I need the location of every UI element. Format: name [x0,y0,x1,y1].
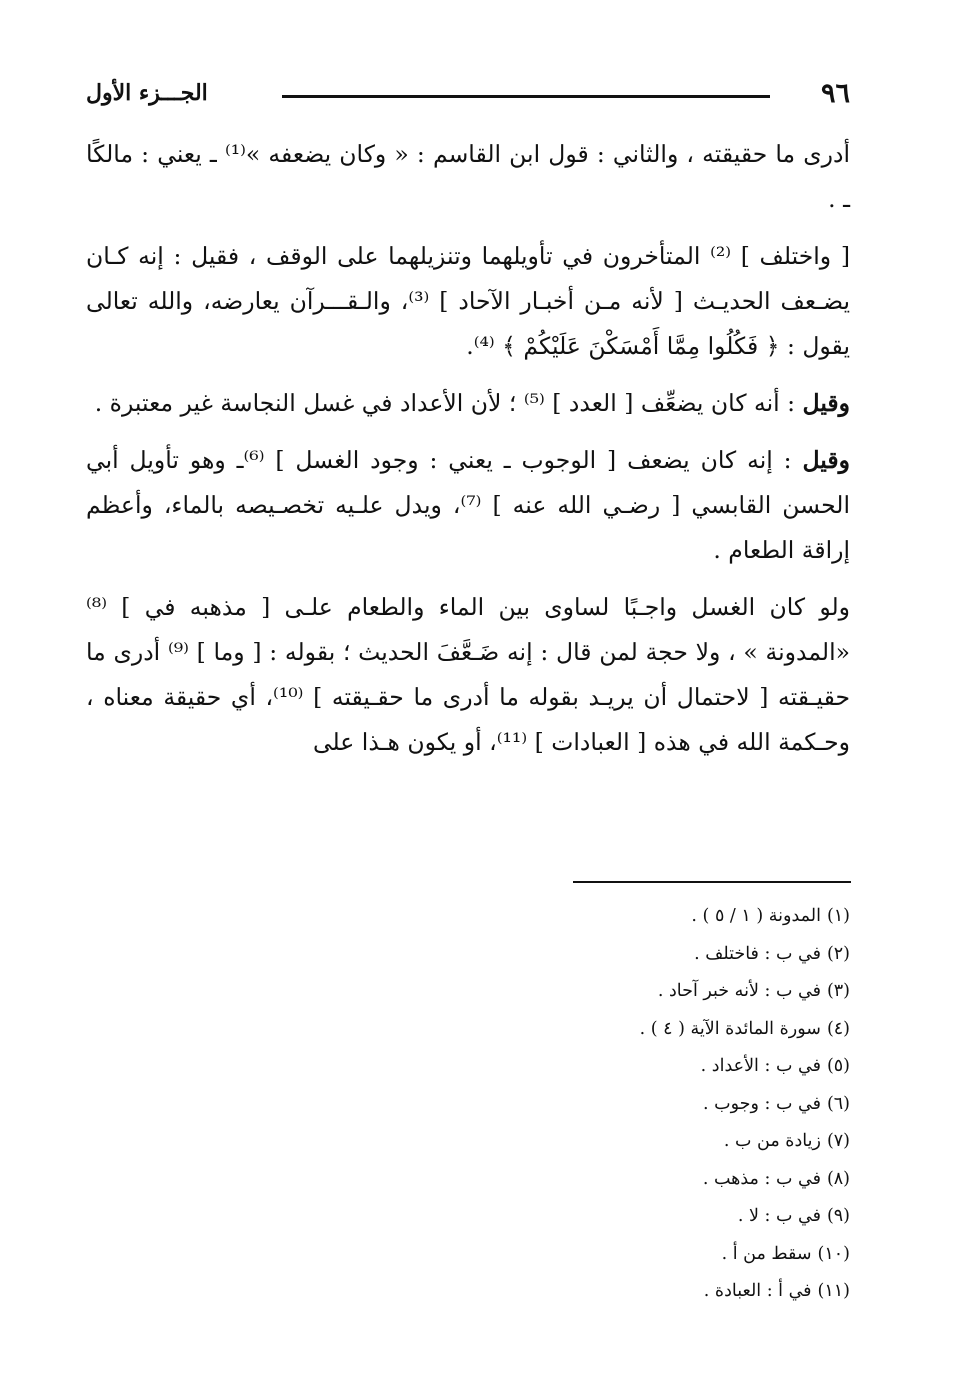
footnote-text: في أ : العبادة . [703,1281,812,1301]
page-number: ٩٦ [820,78,850,109]
footnote-marker: (٥) [826,1056,850,1076]
footnote-item [210,1086,850,1124]
paragraph-5 [86,585,850,765]
footnote-separator [573,881,851,883]
footnotes-list [210,898,850,1311]
footnote-marker: (٩) [826,1206,850,1226]
paragraph-text: أدرى ما حقيقته ، والثاني : قول ابن القاسم : « وكان يضعفه »⁽¹⁾ ـ يعني : مالكًا ـ . [86,140,850,213]
footnote-item [210,1161,850,1199]
footnote-text: المدونة ( ١ / ٥ ) . [691,906,821,926]
paragraph-1 [86,132,850,222]
footnote-item [210,973,850,1011]
footnote-text: زيادة من ب . [723,1131,821,1151]
footnote-item [210,1273,850,1311]
main-text [86,132,850,777]
footnote-item [210,1123,850,1161]
footnote-item [210,936,850,974]
footnote-marker: (١١) [817,1281,850,1301]
paragraph-text: : أنه كان يضعِّف [ العدد ] ⁽⁵⁾ ؛ لأن الأعداد في غسل النجاسة غير معتبرة . [94,389,796,417]
volume-title: الجـــزء الأول [86,80,208,106]
paragraph-2 [86,234,850,369]
footnote-text: سورة المائدة الآية ( ٤ ) . [639,1018,821,1039]
footnote-text: في ب : لا . [737,1206,821,1226]
footnote-text: سقط من أ . [721,1243,812,1264]
footnote-marker: (٤) [826,1018,850,1039]
footnote-text: في ب : الأعداد . [700,1056,821,1076]
paragraph-4 [86,438,850,573]
paragraph-3 [86,381,850,426]
page-header [86,78,850,114]
footnote-marker: (١٠) [817,1243,850,1264]
paragraph-text: [ واختلف ] ⁽²⁾ المتأخرون في تأويلهما وتنزيلهما على الوقف ، فقيل : إنه كـان يضـعف الحديـث [ لأنه مـن أخبـار الآحاد ] ⁽³⁾، والـقـــرآن يعارضه، والله تعالى يقول : ﴿ فَكُلُوا مِمَّا أَمْسَكْنَ عَلَيْكُمْ ﴾ ⁽⁴⁾. [86,242,850,360]
footnote-marker: (٢) [826,943,850,964]
footnote-text: في ب : مذهب . [702,1168,821,1189]
paragraph-text: ولو كان الغسل واجـبًا لساوى بين الماء والطعام علـى [ مذهبه في ] ⁽⁸⁾ «المدونة » ، ولا حجة لمن قال : إنه ضَـعَّفَ الحديث ؛ بقوله : [ وما ] ⁽⁹⁾ أدرى ما حقيـقته [ لاحتمال أن يريـد بقوله ما أدرى ما حقـيقته ] ⁽¹⁰⁾، أي حقيقة معناه ، وحـكمة الله في هذه [ العبادات ] ⁽¹¹⁾، أو يكون هـذا على [86,593,850,756]
header-rule [282,95,770,98]
footnote-marker: (٣) [826,981,850,1001]
footnote-text: في ب : فاختلف . [694,943,821,964]
footnote-text: في ب : لأنه خبر آحاد . [657,981,821,1001]
footnote-item [210,1048,850,1086]
footnote-text: في ب : وجوب . [703,1093,821,1114]
footnote-marker: (٨) [826,1168,850,1189]
footnote-item [210,1236,850,1274]
paragraph-text: : إنه كان يضعف [ الوجوب ـ يعني : وجود الغسل ] ⁽⁶⁾ـ وهو تأويل أبي الحسن القابسي [ رضـي الله عنه ] ⁽⁷⁾، ويدل علـيه تخصـيصه بالماء، وأعظم إراقة الطعام . [86,446,850,564]
paragraph-lead-word: وقيل [802,446,850,474]
footnote-item [210,1011,850,1049]
paragraph-lead-word: وقيل [802,389,850,417]
footnote-item [210,898,850,936]
footnote-item [210,1198,850,1236]
footnote-marker: (١) [826,906,850,926]
footnote-marker: (٦) [826,1093,850,1114]
footnote-marker: (٧) [826,1131,850,1151]
